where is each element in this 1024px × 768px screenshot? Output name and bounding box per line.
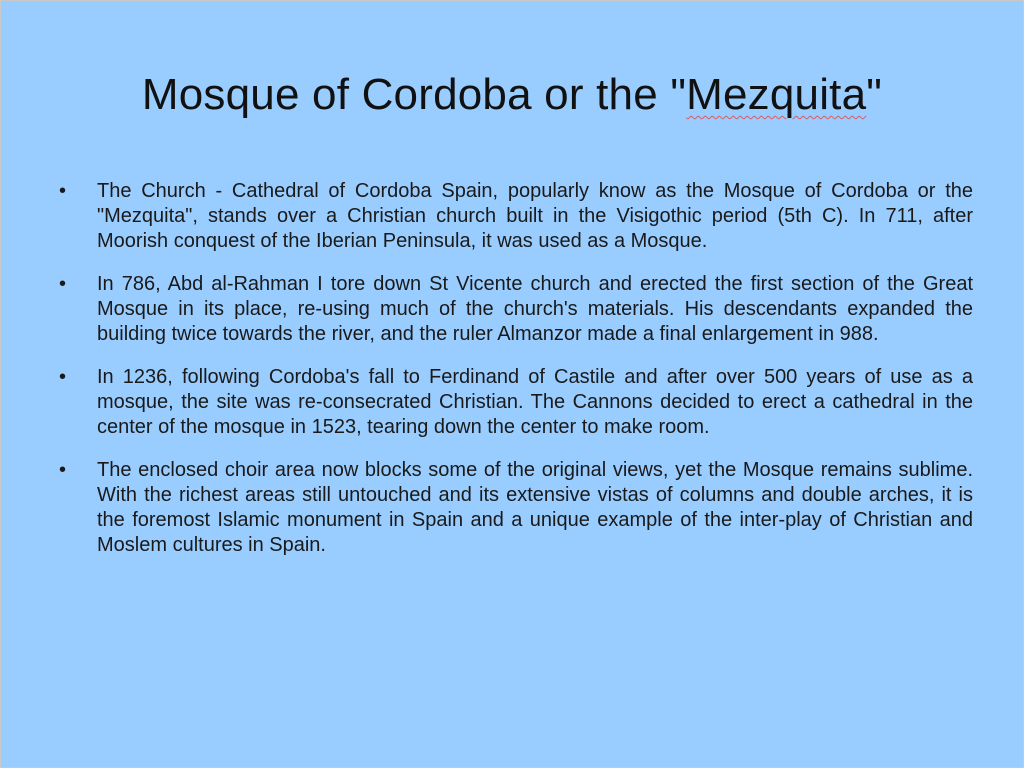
slide-title-container xyxy=(1,69,1023,121)
bullet-item[interactable] xyxy=(59,458,973,558)
title-text-end: " xyxy=(866,70,883,119)
bullet-item[interactable] xyxy=(59,179,973,254)
bullet-item[interactable] xyxy=(59,272,973,347)
bullet-list xyxy=(59,179,973,576)
title-spellcheck-word[interactable]: Mezquita xyxy=(686,70,867,119)
bullet-item[interactable] xyxy=(59,365,973,440)
bullet-text: In 1236, following Cordoba's fall to Ferdinand of Castile and after over 500 years of use as a mosque, the site was re-consecrated Christian. The Cannons decided to erect a cathedral in the center of the mosque in 1523, tearing down the center to make room. xyxy=(97,366,973,438)
bullet-icon: • xyxy=(59,459,67,481)
title-text-start: Mosque of Cordoba or the " xyxy=(141,70,687,119)
bullet-text: The enclosed choir area now blocks some of the original views, yet the Mosque remains sublime. With the richest areas still untouched and its extensive vistas of columns and double arches, it is the foremost Islamic monument in Spain and a unique example of the inter-play of Christian and Moslem cultures in Spain. xyxy=(97,459,973,556)
bullet-icon: • xyxy=(59,180,67,202)
bullet-icon: • xyxy=(59,273,67,295)
bullet-text: The Church - Cathedral of Cordoba Spain, popularly know as the Mosque of Cordoba or the "Mezquita", stands over a Christian church built in the Visigothic period (5th C). In 711, after Moorish conquest of the Iberian Peninsula, it was used as a Mosque. xyxy=(97,180,973,252)
slide-title[interactable] xyxy=(142,70,882,119)
bullet-icon: • xyxy=(59,366,67,388)
bullet-text: In 786, Abd al-Rahman I tore down St Vicente church and erected the first section of the Great Mosque in its place, re-using much of the church's materials. His descendants expanded the building twice towards the river, and the ruler Almanzor made a final enlargement in 988. xyxy=(97,273,973,345)
